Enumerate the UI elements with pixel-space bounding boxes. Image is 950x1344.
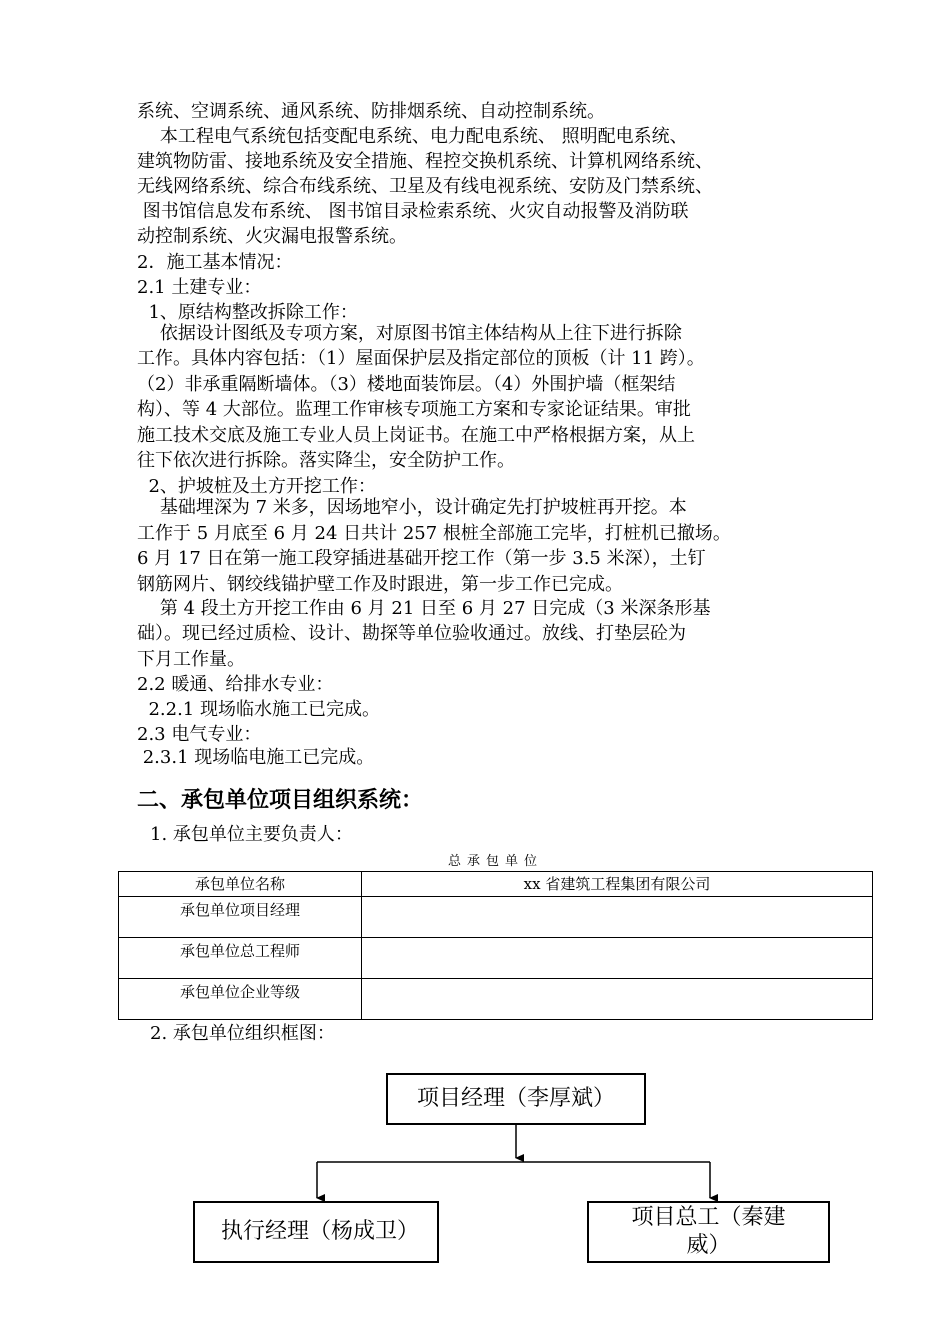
list-item-1: 1. 承包单位主要负责人： (150, 824, 353, 845)
body-line: 2.1 土建专业： (137, 277, 262, 298)
org-box-label: 执行经理（杨成卫） (221, 1219, 420, 1244)
table-key-cell: 承包单位总工程师 (119, 938, 362, 979)
table-key-cell: 承包单位项目经理 (119, 897, 362, 938)
body-line: 本工程电气系统包括变配电系统、电力配电系统、 照明配电系统、 (137, 126, 688, 147)
body-line: 无线网络系统、综合布线系统、卫星及有线电视系统、安防及门禁系统、 (137, 176, 713, 197)
section-heading: 二、承包单位项目组织系统： (137, 788, 424, 813)
body-line: 2.2.1 现场临水施工已完成。 (137, 699, 380, 720)
body-line: 钢筋网片、钢绞线锚护壁工作及时跟进，第一步工作已完成。 (137, 574, 623, 595)
org-box-chief-engineer (587, 1201, 830, 1263)
body-line: 依据设计图纸及专项方案，对原图书馆主体结构从上往下进行拆除 (137, 323, 682, 344)
body-line: 动控制系统、火灾漏电报警系统。 (137, 226, 407, 247)
body-line: 2．施工基本情况： (137, 252, 293, 273)
body-line: 6 月 17 日在第一施工段穿插进基础开挖工作（第一步 3.5 米深），土钉 (137, 548, 706, 569)
body-line: 工作。具体内容包括：（1）屋面保护层及指定部位的顶板（计 11 跨）。 (137, 348, 705, 369)
table-key-cell: 承包单位企业等级 (119, 979, 362, 1020)
body-line: 2.3 电气专业： (137, 724, 262, 745)
body-line: 系统、空调系统、通风系统、防排烟系统、自动控制系统。 (137, 101, 605, 122)
body-line: 2.2 暖通、给排水专业： (137, 674, 334, 695)
org-box-executive-manager (193, 1201, 439, 1263)
table-key-cell: 承包单位名称 (119, 872, 362, 897)
org-box-label: 项目经理（李厚斌） (416, 1086, 615, 1111)
body-line: 2、护坡桩及土方开挖工作： (137, 476, 376, 497)
body-line: 2.3.1 现场临电施工已完成。 (137, 747, 375, 768)
body-line: 建筑物防雷、接地系统及安全措施、程控交换机系统、计算机网络系统、 (137, 151, 713, 172)
body-line: 施工技术交底及施工专业人员上岗证书。在施工中严格根据方案，从上 (137, 425, 695, 446)
table-value-cell: xx 省建筑工程集团有限公司 (362, 872, 873, 897)
org-box-project-manager (386, 1073, 646, 1125)
body-line: 图书馆信息发布系统、 图书馆目录检索系统、火灾自动报警及消防联 (137, 201, 689, 222)
body-line: 构）、等 4 大部位。监理工作审核专项施工方案和专家论证结果。审批 (137, 399, 691, 420)
body-line: 工作于 5 月底至 6 月 24 日共计 257 根桩全部施工完毕，打桩机已撤场。 (137, 523, 731, 544)
body-line: （2）非承重隔断墙体。（3）楼地面装饰层。（4）外围护墙（框架结 (137, 374, 676, 395)
body-line: 往下依次进行拆除。落实降尘，安全防护工作。 (137, 450, 515, 471)
body-line: 第 4 段土方开挖工作由 6 月 21 日至 6 月 27 日完成（3 米深条形基 (137, 598, 711, 619)
table-caption: 总承包单位 (447, 854, 543, 869)
list-item-2: 2. 承包单位组织框图： (150, 1023, 335, 1044)
body-line: 下月工作量。 (137, 649, 245, 670)
body-line: 1、原结构整改拆除工作： (137, 302, 358, 323)
body-line: 础）。现已经过质检、设计、勘探等单位验收通过。放线、打垫层砼为 (137, 623, 686, 644)
org-box-label: 项目总工（秦建威） (631, 1205, 786, 1258)
body-line: 基础埋深为 7 米多，因场地窄小，设计确定先打护坡桩再开挖。本 (137, 497, 687, 518)
